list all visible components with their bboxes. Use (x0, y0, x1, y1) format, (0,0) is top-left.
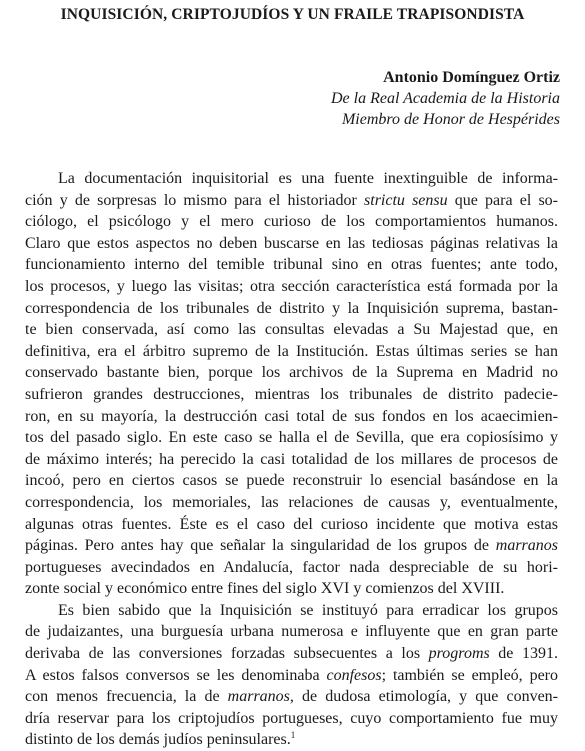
paragraph-line (25, 686, 558, 708)
italic-term: confesos (326, 666, 382, 684)
paragraph-line: La documentación inquisitorial es una fuente inextinguible de informa- (58, 170, 558, 187)
text-run: de 1391. (489, 645, 558, 663)
paragraph-line: funcionamiento interno del temible tribunal sino en otras fuentes; ante todo, (25, 256, 558, 274)
text-run: ; también se empleó, pero (381, 666, 558, 684)
text-run: ción y de sorpresas lo mismo para el historiador (25, 191, 365, 209)
paragraph-line (25, 665, 558, 687)
paragraph-line: algunas otras fuentes. Éste es el caso del curioso incidente que motiva estas (25, 515, 558, 533)
paragraph-line: tos del pasado siglo. En este caso se halla el de Sevilla, que era copiosísimo y (25, 429, 558, 447)
text-run: con menos frecuencia, la de (25, 688, 228, 706)
author-block (331, 67, 560, 130)
paragraph-line: ron, en su mayoría, la destrucción casi total de sus fondos en los acaecimien- (25, 407, 558, 425)
paragraph-line: de judaizantes, una burguesía urbana numerosa e influyente que en gran parte (25, 623, 558, 641)
paragraph-line: Claro que estos aspectos no deben buscarse en las tediosas páginas relativas la (25, 234, 558, 252)
text-run: derivaba de las conversiones forzadas subsecuentes a los (25, 645, 429, 663)
paragraph-line: zonte social y económico entre fines del siglo XVI y comienzos del XVIII. (25, 580, 505, 598)
paragraph-line: de máximo interés; ha perecido la casi totalidad de los millares de procesos de (25, 450, 558, 468)
paragraph-line: te bien conservada, así como las consultas elevadas a Su Majestad que, en (25, 321, 558, 339)
paragraph-line: conservado bastante bien, porque los archivos de la Suprema en Madrid no (25, 364, 558, 382)
text-run: , de dudosa etimología, y que conven- (289, 688, 558, 706)
italic-term: marranos (495, 537, 558, 555)
paragraph-line: sufrieron grandes destrucciones, mientras los tribunales de distrito padecie- (25, 385, 558, 403)
paragraph-line: correspondencia, los memoriales, las relaciones de causas y, eventualmente, (25, 493, 558, 511)
text-run: A estos falsos conversos se les denominaba (25, 666, 327, 684)
text-run: distinto de los demás judíos peninsulares. (25, 731, 291, 749)
paragraph-line (25, 190, 558, 212)
paragraph-line (25, 643, 558, 665)
paragraph-line: definitiva, era el árbitro supremo de la Institución. Estas últimas series se han (25, 342, 558, 360)
italic-term: marranos (227, 688, 290, 706)
paragraph-line: correspondencia de los tribunales de distrito y la Inquisición suprema, bastan- (25, 299, 558, 317)
paragraph-2 (25, 600, 558, 751)
footnote-reference[interactable]: 1 (290, 730, 296, 741)
paragraph-line: ciólogo, el psicólogo y el mero curioso de los comportamientos humanos. (25, 213, 558, 231)
italic-term: progroms (428, 645, 490, 663)
text-run: páginas. Pero antes hay que señalar la singularidad de los grupos de (25, 537, 496, 555)
article-body (25, 168, 558, 751)
author-name: Antonio Domínguez Ortiz (383, 69, 560, 86)
paragraph-1 (25, 168, 558, 600)
paragraph-line: portugueses avecindados en Andalucía, factor nada despreciable de su hori- (25, 558, 558, 576)
paragraph-line: Es bien sabido que la Inquisición se instituyó para erradicar los grupos (58, 601, 558, 619)
author-affiliation-academy: De la Real Academia de la Historia (331, 90, 560, 107)
article-title: INQUISICIÓN, CRIPTOJUDÍOS Y UN FRAILE TRAPISONDISTA (60, 6, 525, 23)
paragraph-line (25, 535, 558, 557)
italic-term: strictu sensu (364, 191, 448, 209)
paragraph-line: los procesos, y luego las visitas; otra sección característica está formada por la (25, 277, 558, 295)
paragraph-line: incoó, pero en ciertos casos se puede reconstruir lo esencial basándose en la (25, 472, 558, 490)
paragraph-line: dría reservar para los criptojudíos portugueses, cuyo comportamiento fue muy (25, 709, 558, 727)
author-affiliation-honor: Miembro de Honor de Hespérides (341, 111, 560, 128)
paragraph-line (25, 729, 558, 751)
text-run: que para el so- (447, 191, 559, 209)
